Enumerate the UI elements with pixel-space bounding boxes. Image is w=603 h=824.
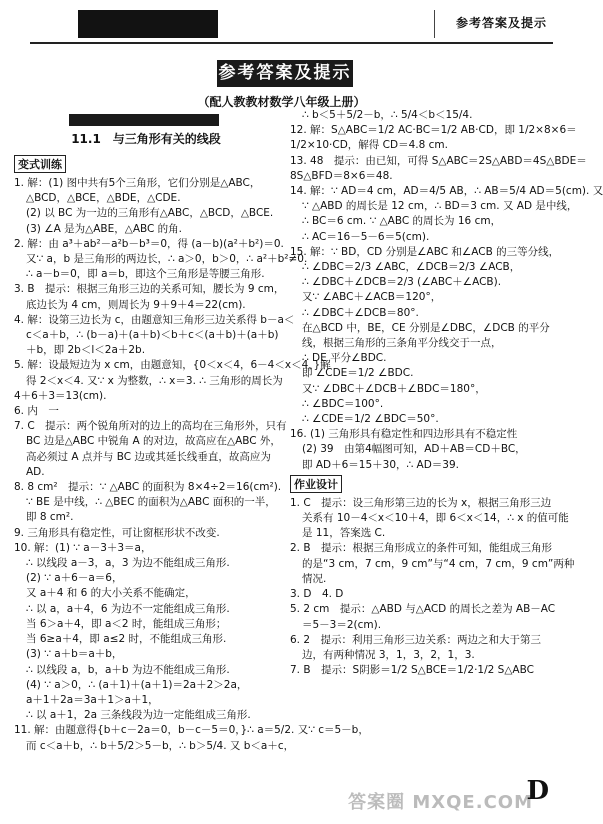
left-box-label: 变式训练: [14, 155, 66, 173]
left-line: AD.: [26, 465, 45, 478]
section-bar: [69, 114, 219, 126]
left-line: 又∵ a，b 是三角形的两边长，∴ a＞0，b＞0，∴ a²＋b²≠0.: [26, 253, 308, 266]
right-line: ∴ ∠DBC＝2/3 ∠ABC，∠DCB＝2/3 ∠ACB，: [302, 261, 521, 274]
left-line: ∴ 以 a＋1，2a 三条线段为边一定能组成三角形.: [26, 709, 251, 722]
right-column: [290, 108, 603, 808]
page-subtitle: （配人教教材数学八年级上册）: [197, 95, 366, 109]
left-line: ∵ BE 是中线，∴ △BEC 的面积为△ABC 面积的一半，: [26, 496, 276, 509]
left-line: (2) ∵ a＋6－a＝6，: [26, 572, 123, 585]
left-line: 8. 8 cm² 提示：∵ △ABC 的面积为 8×4÷2＝16(cm²).: [14, 481, 282, 494]
left-line: a＋1＋2a＝3a＋1＞a＋1，: [26, 693, 159, 706]
left-line: 而 c＜a＋b，∴ b＋5/2＞5－b，∴ b＞5/4. 又 b＜a＋c，: [26, 739, 295, 752]
right2-line: 情况.: [302, 572, 327, 585]
right2-line: 边，有两种情况 3，1，3，2，1，3.: [302, 648, 475, 661]
right2-line: 关系有 10－4＜x＜10＋4，即 6＜x＜14，∴ x 的值可能: [302, 512, 569, 525]
left-line: 即 8 cm².: [26, 511, 74, 524]
right2-line: 5. 2 cm 提示：△ABD 与△ACD 的周长之差为 AB－AC: [290, 603, 556, 616]
right-box-label: 作业设计: [290, 475, 342, 493]
left-line: (3) ∵ a＋b＝a＋b，: [26, 648, 123, 661]
right-line: 13. 48 提示：由已知，可得 S△ABC＝2S△ABD＝4S△BDE＝: [290, 154, 587, 167]
left-line: 6. 内 一: [14, 405, 59, 418]
header-rule: [30, 42, 553, 44]
left-line: (2) 以 BC 为一边的三角形有△ABC，△BCD，△BCE.: [26, 207, 274, 220]
right-line: 线，根据三角形的三条角平分线交于一点，: [302, 337, 502, 350]
left-line: 10. 解：(1) ∵ a－3＋3＝a，: [14, 541, 152, 554]
left-line: 3. B 提示：根据三角形三边的关系可知，腰长为 9 cm，: [14, 283, 285, 296]
right2-line: 3. D 4. D: [290, 588, 344, 601]
right2-line: 的是“3 cm，7 cm，9 cm”与“4 cm，7 cm，9 cm”两种: [302, 557, 575, 570]
right-line: 8S△BFD＝8×6＝48.: [290, 169, 393, 182]
right-line: ∴ ∠DBC＋∠DCB＝2/3 (∠ABC＋∠ACB).: [302, 276, 502, 289]
right2-line: 是 11，答案选 C.: [302, 527, 386, 540]
right2-line: 7. B 提示：S阴影＝1/2 S△BCE＝1/2·1/2 S△ABC: [290, 664, 534, 677]
right-line: 1/2×10·CD，解得 CD＝4.8 cm.: [290, 139, 448, 152]
left-line: ∴ 以 a，a＋4，6 为边不一定能组成三角形.: [26, 602, 230, 615]
right-lines: [290, 108, 603, 473]
left-line: c＜a＋b，∴ (b－a)＋(a＋b)＜b＋c＜(a＋b)＋(a＋b): [26, 329, 279, 342]
watermark: 答案圈 MXQE.COM: [348, 792, 533, 813]
right-line: ∴ ∠CDE＝1/2 ∠BDC＝50°.: [302, 413, 439, 426]
left-line: (3) ∠A 是为△ABE，△ABC 的角.: [26, 222, 183, 235]
right-line: 即 ∠CDE＝1/2 ∠BDC.: [302, 367, 414, 380]
right-line: ∴ AC＝16－5－6＝5(cm).: [302, 230, 430, 243]
left-line: ∴ 以线段 a－3，a，3 为边不能组成三角形.: [26, 557, 230, 570]
left-line: ∴ 以线段 a，b，a＋b 为边不能组成三角形.: [26, 663, 230, 676]
left-line: ＋b，即 2b＜l＜2a＋2b.: [26, 344, 146, 357]
right-line: 即 AD＋6＝15＋30，∴ AD＝39.: [302, 458, 459, 471]
right-line: 16. (1) 三角形具有稳定性和四边形具有不稳定性: [290, 428, 518, 441]
left-line: 4＋6＋3＝13(cm).: [14, 389, 107, 402]
left-line: ∴ a－b＝0，即 a＝b，即这个三角形是等腰三角形.: [26, 268, 265, 281]
right-lines-2: [290, 496, 575, 678]
left-line: △BCD，△BCE，△BDE，△CDE.: [26, 192, 181, 205]
left-line: 底边长为 4 cm，则周长为 9＋9＋4＝22(cm).: [26, 298, 246, 311]
right-line: ∴ b＜5＋5/2－b，∴ 5/4＜b＜15/4.: [302, 109, 473, 121]
right-line: 在△BCD 中，BE，CE 分别是∠DBC，∠DCB 的平分: [302, 321, 550, 334]
left-line: 当 6＞a＋4，即 a＜2 时，能组成三角形；: [26, 617, 227, 630]
right-line: ∴ DE 平分∠BDC.: [302, 352, 387, 365]
left-line: 7. C 提示：两个锐角所对的边上的高均在三角形外，只有: [14, 420, 287, 433]
left-line: 当 6≥a＋4，即 a≤2 时，不能组成三角形.: [26, 633, 227, 646]
right-line: ∵ △ABD 的周长是 12 cm，∴ BD＝3 cm. 又 AD 是中线，: [302, 200, 578, 213]
right-line: 12. 解：S△ABC＝1/2 AC·BC＝1/2 AB·CD，即 1/2×8×6＝: [290, 124, 577, 137]
right2-line: 1. C 提示：设三角形第三边的长为 x，根据三角形三边: [290, 496, 552, 509]
left-line: 5. 解：设最短边为 x cm，由题意知，{0＜x＜4，6－4＜x＜4，}解: [14, 359, 331, 372]
section-title: 11.1 与三角形有关的线段: [71, 132, 221, 146]
right-line: (2) 39 由第4幅图可知，AD＋AB＝CD＋BC，: [302, 443, 526, 456]
left-line: 9. 三角形具有稳定性，可让窗框形状不改变.: [14, 526, 220, 539]
right2-line: 2. B 提示：根据三角形成立的条件可知，能组成三角形: [290, 542, 553, 555]
right-line: 又∵ ∠ABC＋∠ACB＝120°，: [302, 291, 442, 304]
right-line: ∴ ∠DBC＋∠DCB＝80°.: [302, 306, 419, 319]
right-line: 又∵ ∠DBC＋∠DCB＋∠BDC＝180°，: [302, 382, 486, 395]
left-line: 高必须过 A 点并与 BC 边或其延长线垂直，故高应为: [26, 450, 271, 463]
right-line: ∴ BC＝6 cm. ∵ △ABC 的周长为 16 cm，: [302, 215, 502, 228]
left-line: (4) ∵ a＞0，∴ (a＋1)＋(a＋1)＝2a＋2＞2a，: [26, 678, 248, 691]
left-line: 4. 解：设第三边长为 c，由题意知三角形三边关系得 b－a＜: [14, 313, 295, 326]
left-line: 得 2＜x＜4. 又∵ x 为整数，∴ x＝3. ∴ 三角形的周长为: [26, 374, 283, 387]
page-number: D: [526, 776, 549, 806]
left-line: BC 边是△ABC 中锐角 A 的对边，故高应在△ABC 外，: [26, 435, 281, 448]
header-separator: [434, 10, 435, 38]
header-right-text: 参考答案及提示: [455, 16, 547, 30]
left-line: 又 a＋4 和 6 的大小关系不能确定，: [26, 587, 196, 600]
right-line: 14. 解：∵ AD＝4 cm，AD＝4/5 AB，∴ AB＝5/4 AD＝5(cm). 又: [290, 185, 603, 198]
right-line: 15. 解：∵ BD，CD 分别是∠ABC 和∠ACB 的三等分线，: [290, 245, 560, 258]
page-header: [0, 0, 563, 44]
left-line: 11. 解：由题意得{b＋c－2a＝0，b－c－5＝0，}∴ a＝5/2. 又∵ c＝5－b，: [14, 724, 369, 737]
left-line: 1. 解：(1) 图中共有5个三角形，它们分别是△ABC，: [14, 177, 261, 189]
right2-line: ＝5－3＝2(cm).: [302, 618, 382, 631]
right2-line: 6. 2 提示：利用三角形三边关系：两边之和大于第三: [290, 633, 542, 646]
right-line: ∴ ∠BDC＝100°.: [302, 397, 384, 410]
page-title: 参考答案及提示: [217, 60, 353, 87]
left-line: 2. 解：由 a³＋ab²－a²b－b³＝0，得 (a－b)(a²＋b²)＝0.: [14, 237, 284, 250]
header-decoration: [78, 10, 218, 38]
